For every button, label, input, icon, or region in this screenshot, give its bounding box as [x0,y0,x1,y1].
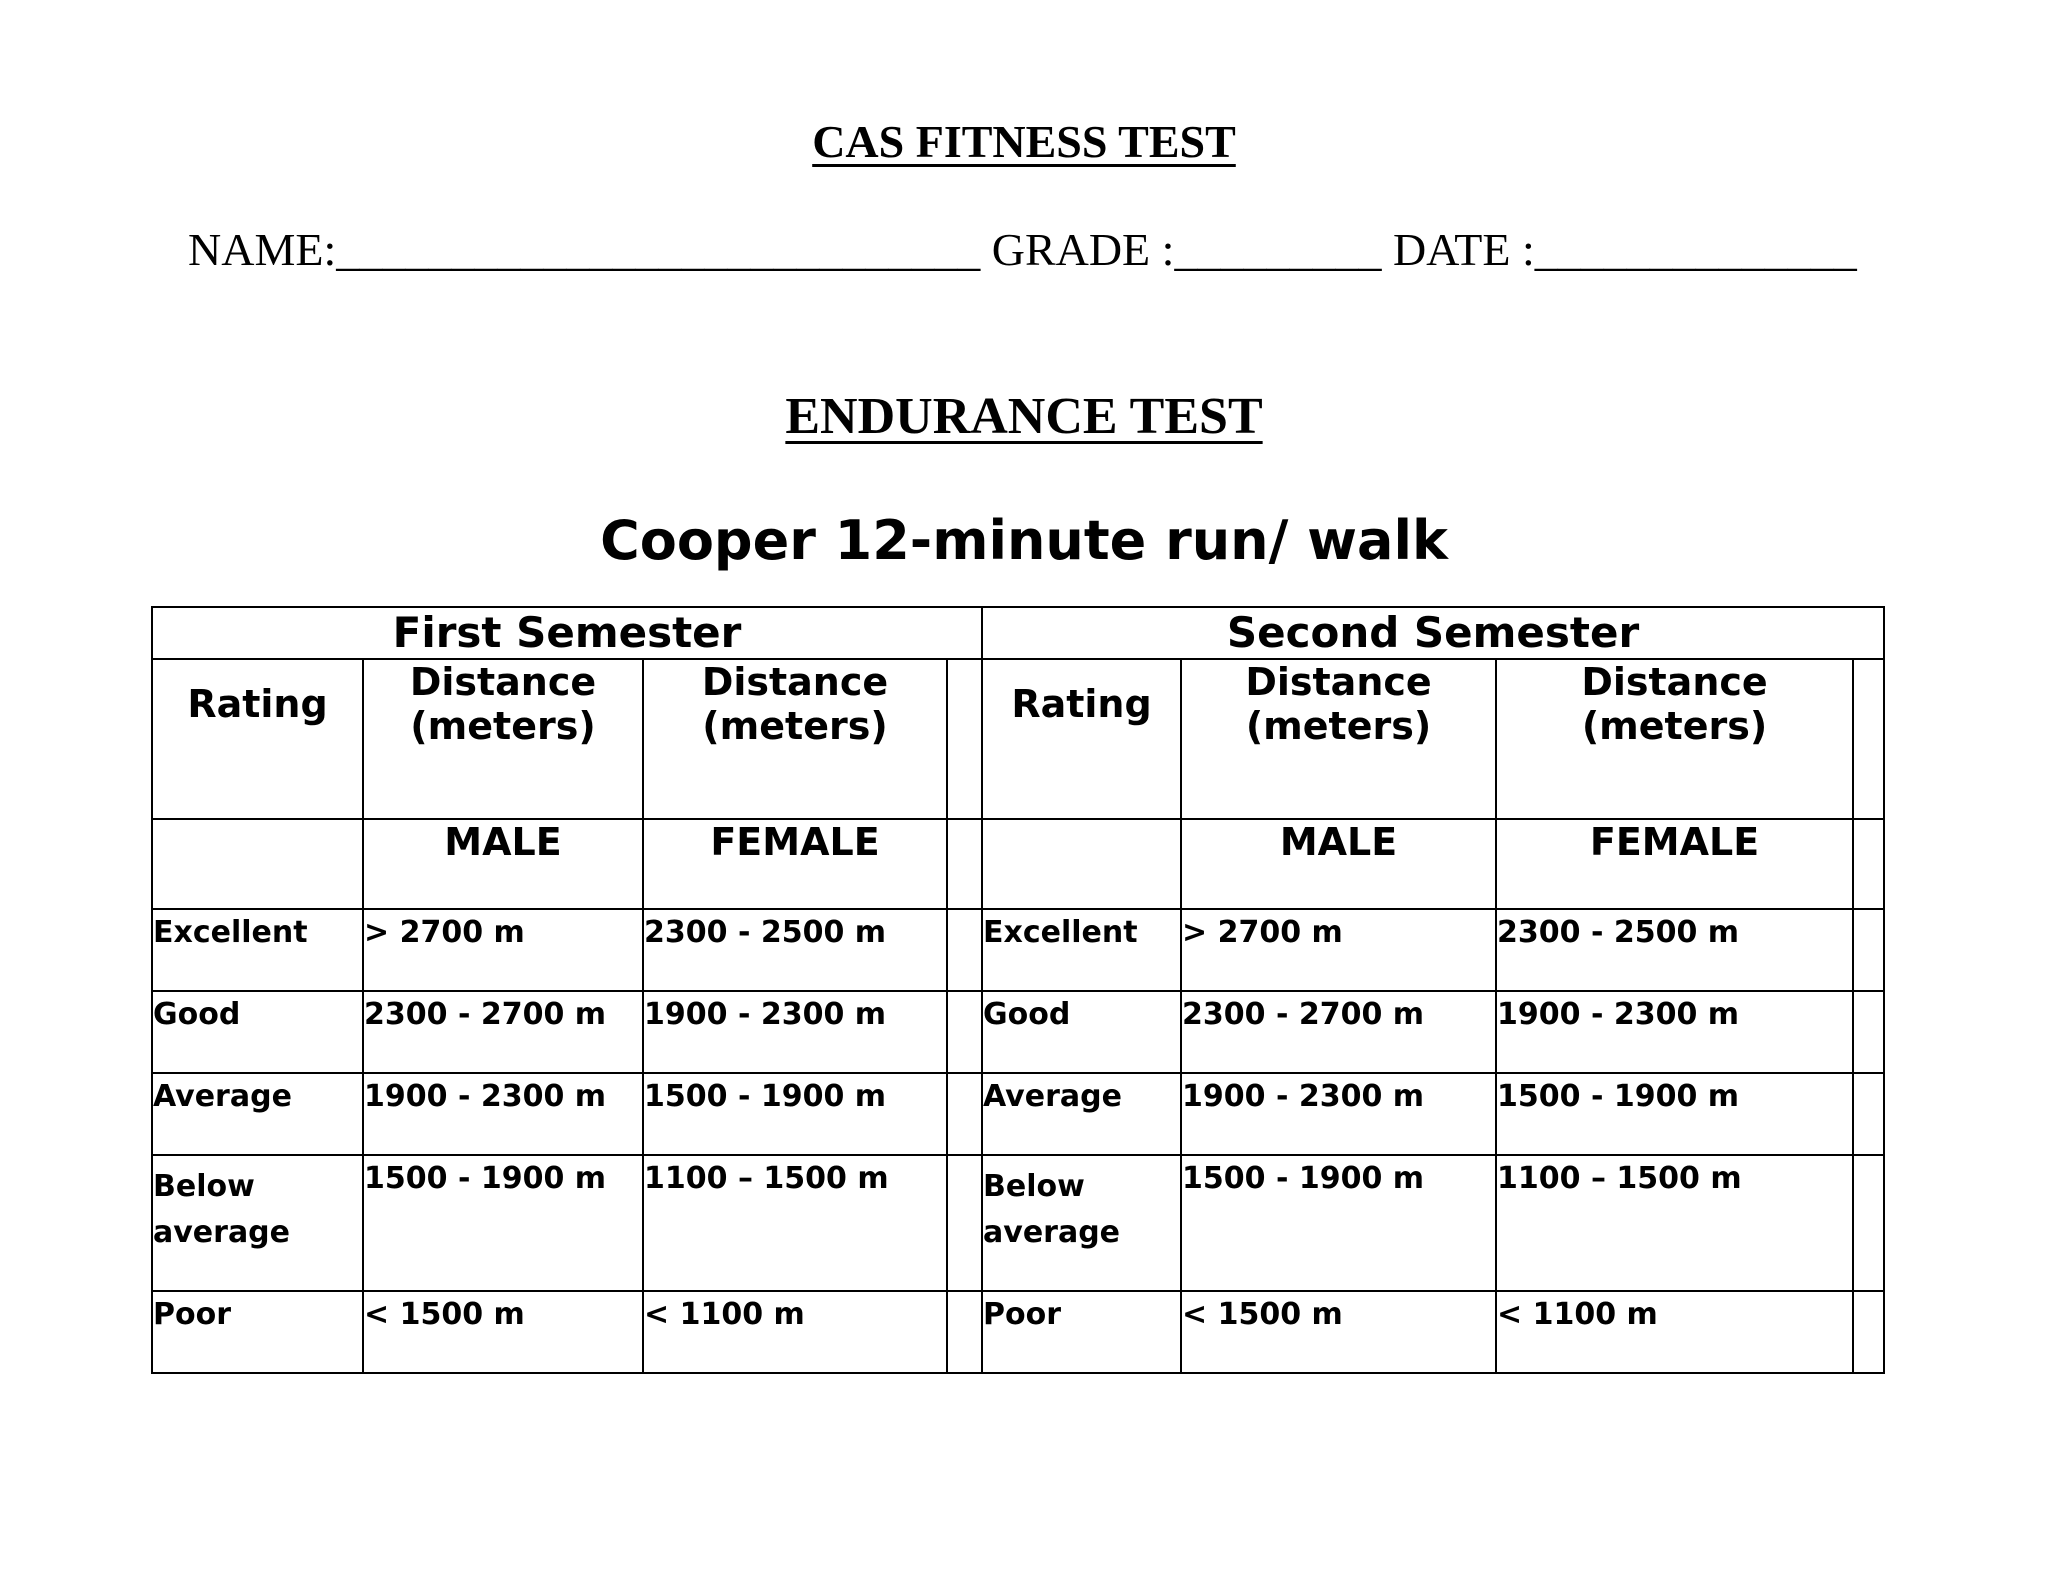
rating-cell: Good [152,991,363,1073]
table-row [152,991,1884,1073]
blank-column [1853,1155,1884,1291]
male-distance-cell: 2300 - 2700 m [1181,991,1496,1073]
blank-column [947,819,982,909]
female-distance-cell: 2300 - 2500 m [643,909,947,991]
rating-cell: Excellent [982,909,1181,991]
female-distance-cell: 1100 – 1500 m [1496,1155,1853,1291]
page-title: CAS FITNESS TEST [812,116,1236,167]
section-title: ENDURANCE TEST [785,388,1263,445]
table-row [152,1155,1884,1291]
male-distance-cell: < 1500 m [1181,1291,1496,1373]
blank-column [1853,1291,1884,1373]
male-distance-cell: 2300 - 2700 m [363,991,643,1073]
empty-cell [152,819,363,909]
table-row [152,1291,1884,1373]
first-semester-header: First Semester [152,607,982,659]
blank-column [1853,659,1884,819]
male-distance-cell: < 1500 m [363,1291,643,1373]
male-label: MALE [1181,819,1496,909]
rating-cell: Below average [152,1155,363,1291]
student-info-fields: NAME:____________________________ GRADE :_________ DATE :______________ [188,224,1857,275]
rating-cell: Average [982,1073,1181,1155]
distance-female-header: Distance (meters) [643,659,947,819]
male-distance-cell: > 2700 m [1181,909,1496,991]
blank-column [947,1291,982,1373]
male-distance-cell: 1900 - 2300 m [1181,1073,1496,1155]
female-distance-cell: < 1100 m [643,1291,947,1373]
male-distance-cell: > 2700 m [363,909,643,991]
male-distance-cell: 1500 - 1900 m [363,1155,643,1291]
male-label: MALE [363,819,643,909]
blank-column [1853,909,1884,991]
rating-cell: Average [152,1073,363,1155]
distance-male-header: Distance (meters) [1181,659,1496,819]
female-distance-cell: 1900 - 2300 m [1496,991,1853,1073]
table-row [152,1073,1884,1155]
female-distance-cell: 1500 - 1900 m [1496,1073,1853,1155]
blank-column [947,1155,982,1291]
distance-female-header: Distance (meters) [1496,659,1853,819]
rating-header: Rating [982,659,1181,819]
second-semester-header: Second Semester [982,607,1884,659]
distance-male-header: Distance (meters) [363,659,643,819]
empty-cell [982,819,1181,909]
male-distance-cell: 1900 - 2300 m [363,1073,643,1155]
rating-cell: Poor [982,1291,1181,1373]
rating-cell: Poor [152,1291,363,1373]
female-distance-cell: 1900 - 2300 m [643,991,947,1073]
female-distance-cell: < 1100 m [1496,1291,1853,1373]
blank-column [947,991,982,1073]
blank-column [1853,991,1884,1073]
rating-header: Rating [152,659,363,819]
rating-cell: Below average [982,1155,1181,1291]
female-label: FEMALE [643,819,947,909]
blank-column [947,659,982,819]
male-distance-cell: 1500 - 1900 m [1181,1155,1496,1291]
blank-column [947,909,982,991]
female-distance-cell: 1500 - 1900 m [643,1073,947,1155]
blank-column [1853,819,1884,909]
table-row [152,909,1884,991]
blank-column [947,1073,982,1155]
rating-cell: Excellent [152,909,363,991]
female-distance-cell: 2300 - 2500 m [1496,909,1853,991]
rating-cell: Good [982,991,1181,1073]
blank-column [1853,1073,1884,1155]
female-label: FEMALE [1496,819,1853,909]
cooper-test-table [151,606,1885,1374]
female-distance-cell: 1100 – 1500 m [643,1155,947,1291]
test-name: Cooper 12-minute run/ walk [600,509,1448,572]
